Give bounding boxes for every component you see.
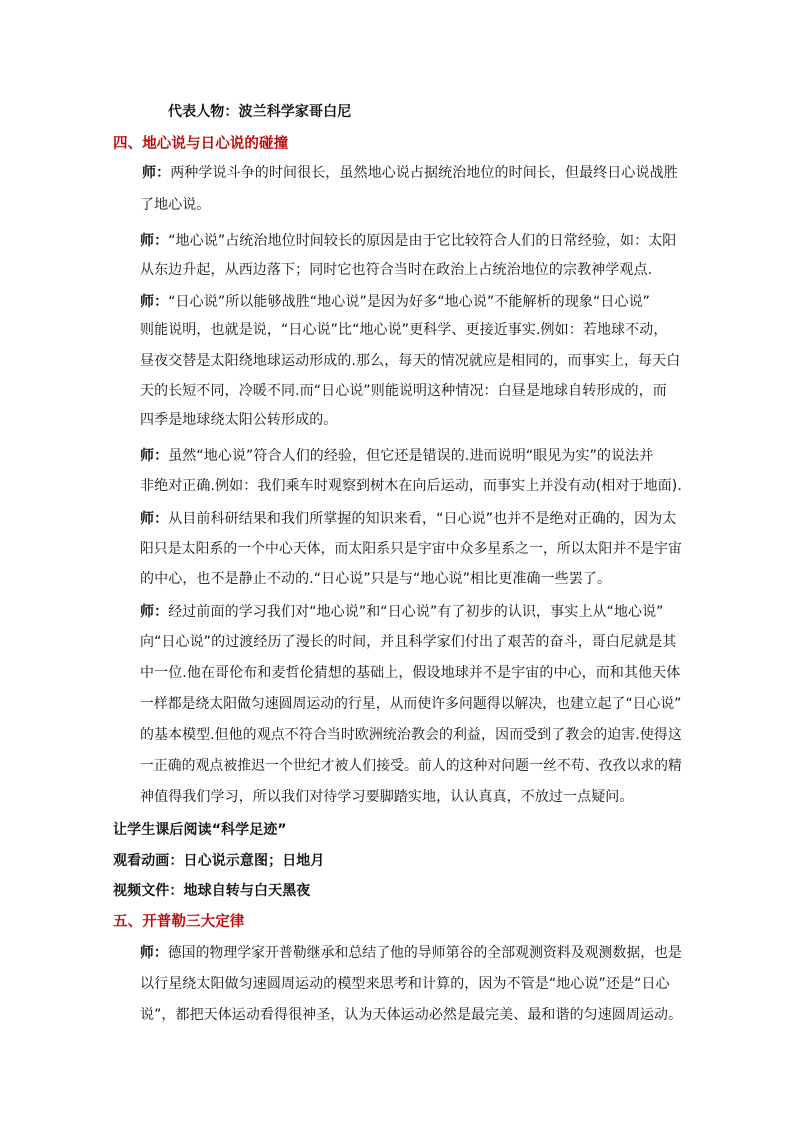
animation-note: 观看动画：日心说示意图；日地月 <box>113 853 325 869</box>
paragraph-4-line-2: 非绝对正确.例如：我们乘车时观察到树木在向后运动，而事实上并没有动(相对于地面). <box>140 478 682 494</box>
paragraph-text: 虽然“地心说”符合人们的经验，但它还是错误的.进而说明“眼见为实”的说法并 <box>168 448 654 464</box>
paragraph-6-line-4: 一样都是绕太阳做匀速圆周运动的行星，从而使许多问题得以解决，也建立起了“日心说” <box>140 696 682 712</box>
paragraph-5-line-3: 的中心，也不是静止不动的.“日心说”只是与“地心说”相比更准确一些罢了。 <box>140 571 612 587</box>
paragraph-6-line-3: 中一位.他在哥伦布和麦哲伦猜想的基础上，假设地球并不是宇宙的中心，而和其他天体 <box>140 665 681 681</box>
speaker-label: 师： <box>140 233 169 249</box>
paragraph-text: 经过前面的学习我们对“地心说”和“日心说”有了初步的认识，事实上从“地心说” <box>168 604 664 620</box>
reading-assignment: 让学生课后阅读“科学足迹” <box>113 822 287 838</box>
paragraph-7-line-1 <box>140 943 682 963</box>
video-note: 视频文件：地球自转与白天黑夜 <box>113 883 311 899</box>
paragraph-2-line-2: 从东边升起，从西边落下；同时它也符合当时在政治上占统治地位的宗教神学观点. <box>140 262 653 278</box>
paragraph-text: 从目前科研结果和我们所掌握的知识来看，“日心说”也并不是绝对正确的，因为太 <box>168 511 677 527</box>
paragraph-text: “日心说”所以能够战胜“地心说”是因为好多“地心说”不能解析的现象“日心说” <box>168 294 651 310</box>
paragraph-5-line-1 <box>140 509 676 529</box>
representative-line: 代表人物：波兰科学家哥白尼 <box>168 104 352 120</box>
paragraph-5-line-2: 阳只是太阳系的一个中心天体，而太阳系只是宇宙中众多星系之一，所以太阳并不是宇宙 <box>140 541 682 557</box>
speaker-label: 师： <box>140 448 169 464</box>
paragraph-6-line-7: 神值得我们学习，所以我们对待学习要脚踏实地，认认真真，不放过一点疑问。 <box>140 789 634 805</box>
paragraph-6-line-1 <box>140 602 664 622</box>
speaker-label: 师： <box>142 165 171 181</box>
paragraph-7-line-3: 说”，都把天体运动看得很神圣，认为天体运动必然是最完美、最和谐的匀速圆周运动。 <box>140 1007 683 1023</box>
paragraph-text: “地心说”占统治地位时间较长的原因是由于它比较符合人们的日常经验，如：太阳 <box>168 233 677 249</box>
paragraph-3-line-1 <box>140 292 650 312</box>
paragraph-2-line-1 <box>140 231 676 251</box>
speaker-label: 师： <box>140 511 169 527</box>
speaker-label: 师： <box>140 294 169 310</box>
section-5-heading: 五、开普勒三大定律 <box>113 914 245 930</box>
paragraph-3-line-4: 天的长短不同，冷暖不同.而“日心说”则能说明这种情况：白昼是地球自转形成的，而 <box>140 383 667 399</box>
section-4-heading: 四、地心说与日心说的碰撞 <box>113 136 289 152</box>
paragraph-6-line-6: 一正确的观点被推迟一个世纪才被人们接受。前人的这种对问题一丝不苟、孜孜以求的精 <box>140 758 682 774</box>
paragraph-text: 两种学说斗争的时间很长，虽然地心说占据统治地位的时间长，但最终日心说战胜 <box>170 165 678 181</box>
paragraph-4-line-1 <box>140 446 653 466</box>
speaker-label: 师： <box>140 604 169 620</box>
paragraph-3-line-5: 四季是地球绕太阳公转形成的。 <box>140 412 338 428</box>
paragraph-3-line-2: 则能说明，也就是说，“日心说”比“地心说”更科学、更接近事实.例如：若地球不动， <box>140 322 668 338</box>
paragraph-7-line-2: 以行星绕太阳做匀速圆周运动的模型来思考和计算的，因为不管是“地心说”还是“日心 <box>140 976 670 992</box>
paragraph-1-line-2: 了地心说。 <box>140 197 211 213</box>
paragraph-3-line-3: 昼夜交替是太阳绕地球运动形成的.那么，每天的情况就应是相同的，而事实上，每天白 <box>140 353 681 369</box>
paragraph-1-line-1 <box>142 163 678 183</box>
paragraph-6-line-5: 的基本模型.但他的观点不符合当时欧洲统治教会的利益，因而受到了教会的迫害.使得这 <box>140 727 682 743</box>
paragraph-6-line-2: 向“日心说”的过渡经历了漫长的时间，并且科学家们付出了艰苦的奋斗，哥白尼就是其 <box>140 634 677 650</box>
paragraph-text: 德国的物理学家开普勒继承和总结了他的导师第谷的全部观测资料及观测数据，也是 <box>167 945 682 961</box>
speaker-label: 师： <box>140 945 168 961</box>
